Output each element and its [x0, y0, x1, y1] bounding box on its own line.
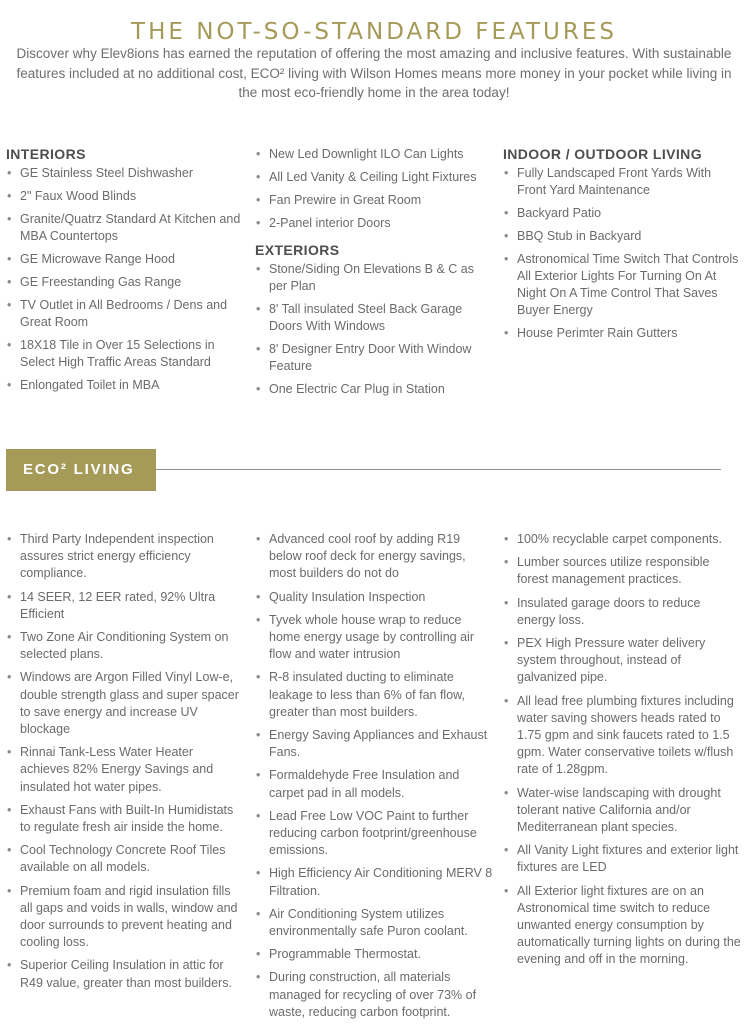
list-item: • 2-Panel interior Doors [255, 215, 491, 232]
list-item: • All Exterior light fixtures are on an Astronomical time switch to reduce unwanted energy consumption by automatically turning lights on during the evening and off in the morning. [503, 883, 741, 969]
list-item: • 2" Faux Wood Blinds [6, 188, 242, 205]
eco-column-2 [255, 531, 493, 1027]
list-item: • Quality Insulation Inspection [255, 589, 493, 606]
exteriors-list [255, 261, 491, 398]
list-item: • 8' Tall insulated Steel Back Garage Doors With Windows [255, 301, 491, 335]
list-item: • PEX High Pressure water delivery system throughout, instead of galvanized pipe. [503, 635, 741, 687]
eco-list-1 [6, 531, 244, 992]
list-item: • GE Microwave Range Hood [6, 251, 242, 268]
list-item: • Two Zone Air Conditioning System on selected plans. [6, 629, 244, 663]
list-item: • Superior Ceiling Insulation in attic for R49 value, greater than most builders. [6, 957, 244, 991]
list-item: • Fan Prewire in Great Room [255, 192, 491, 209]
list-item: • BBQ Stub in Backyard [503, 228, 739, 245]
list-item: • 18X18 Tile in Over 15 Selections in Select High Traffic Areas Standard [6, 337, 242, 371]
list-item: • 8' Designer Entry Door With Window Feature [255, 341, 491, 375]
interiors-heading: INTERIORS [6, 146, 86, 162]
list-item: • All Vanity Light fixtures and exterior light fixtures are LED [503, 842, 741, 876]
intro-paragraph: Discover why Elev8ions has earned the reputation of offering the most amazing and inclusive features. With sustainable features included at no additional cost, ECO² living with Wilson Homes means more money in your pocket while living in the most eco-friendly home in the area today! [16, 46, 732, 100]
interiors-continued-list [255, 146, 491, 232]
list-item: • Water-wise landscaping with drought tolerant native California and/or Mediterranean plant species. [503, 785, 741, 837]
list-item: • Energy Saving Appliances and Exhaust Fans. [255, 727, 493, 761]
indoor-outdoor-list [503, 165, 739, 342]
list-item: • Astronomical Time Switch That Controls All Exterior Lights For Turning On At Night On A Time Control That Saves Buyer Energy [503, 251, 739, 319]
list-item: • Enlongated Toilet in MBA [6, 377, 242, 394]
list-item: • New Led Downlight ILO Can Lights [255, 146, 491, 163]
list-item: • Tyvek whole house wrap to reduce home energy usage by controlling air flow and water intrusion [255, 612, 493, 664]
list-item: • Exhaust Fans with Built-In Humidistats to regulate fresh air inside the home. [6, 802, 244, 836]
list-item: • Rinnai Tank-Less Water Heater achieves 82% Energy Savings and insulated hot water pipes. [6, 744, 244, 796]
list-item: • Lead Free Low VOC Paint to further reducing carbon footprint/greenhouse emissions. [255, 808, 493, 860]
eco-column-3 [503, 531, 741, 975]
indoor-outdoor-section [503, 146, 739, 348]
list-item: • Stone/Siding On Elevations B & C as per Plan [255, 261, 491, 295]
list-item: • Premium foam and rigid insulation fills all gaps and voids in walls, window and door surrounds to prevent heating and cooling loss. [6, 883, 244, 952]
eco-list-2 [255, 531, 493, 1021]
list-item: • GE Freestanding Gas Range [6, 274, 242, 291]
list-item: • R-8 insulated ducting to eliminate leakage to less than 6% of fan flow, greater than most builders. [255, 669, 493, 721]
exteriors-heading: EXTERIORS [255, 242, 340, 258]
list-item: • Lumber sources utilize responsible forest management practices. [503, 554, 741, 588]
list-item: • House Perimter Rain Gutters [503, 325, 739, 342]
list-item: • Insulated garage doors to reduce energy loss. [503, 595, 741, 629]
list-item: • 14 SEER, 12 EER rated, 92% Ultra Efficient [6, 589, 244, 623]
list-item: • All lead free plumbing fixtures including water saving showers heads rated to 1.75 gpm and sink faucets rated to 1.5 gpm. Water conservative toilets w/flush rate of 1.28gpm. [503, 693, 741, 779]
page-title: THE NOT-SO-STANDARD FEATURES [131, 19, 617, 46]
list-item: • Granite/Quatrz Standard At Kitchen and MBA Countertops [6, 211, 242, 245]
list-item: • GE Stainless Steel Dishwasher [6, 165, 242, 182]
list-item: • Backyard Patio [503, 205, 739, 222]
interiors-list [6, 165, 242, 394]
indoor-outdoor-heading: INDOOR / OUTDOOR LIVING [503, 146, 702, 162]
list-item: • Fully Landscaped Front Yards With Front Yard Maintenance [503, 165, 739, 199]
eco-living-banner: ECO² LIVING [6, 449, 156, 491]
list-item: • Windows are Argon Filled Vinyl Low-e, double strength glass and super spacer to save energy and increase UV blockage [6, 669, 244, 738]
list-item: • During construction, all materials managed for recycling of over 73% of waste, reducing carbon footprint. [255, 969, 493, 1021]
interiors-continued-section [255, 146, 491, 404]
list-item: • Programmable Thermostat. [255, 946, 493, 963]
list-item: • Third Party Independent inspection assures strict energy efficiency compliance. [6, 531, 244, 583]
eco-list-3 [503, 531, 741, 969]
list-item: • One Electric Car Plug in Station [255, 381, 491, 398]
eco-column-1 [6, 531, 244, 998]
interiors-section [6, 146, 242, 400]
list-item: • 100% recyclable carpet components. [503, 531, 741, 548]
list-item: • Cool Technology Concrete Roof Tiles available on all models. [6, 842, 244, 876]
section-divider [156, 469, 721, 470]
list-item: • High Efficiency Air Conditioning MERV 8 Filtration. [255, 865, 493, 899]
list-item: • Air Conditioning System utilizes environmentally safe Puron coolant. [255, 906, 493, 940]
list-item: • Formaldehyde Free Insulation and carpet pad in all models. [255, 767, 493, 801]
list-item: • TV Outlet in All Bedrooms / Dens and Great Room [6, 297, 242, 331]
list-item: • All Led Vanity & Ceiling Light Fixtures [255, 169, 491, 186]
list-item: • Advanced cool roof by adding R19 below roof deck for energy savings, most builders do not do [255, 531, 493, 583]
